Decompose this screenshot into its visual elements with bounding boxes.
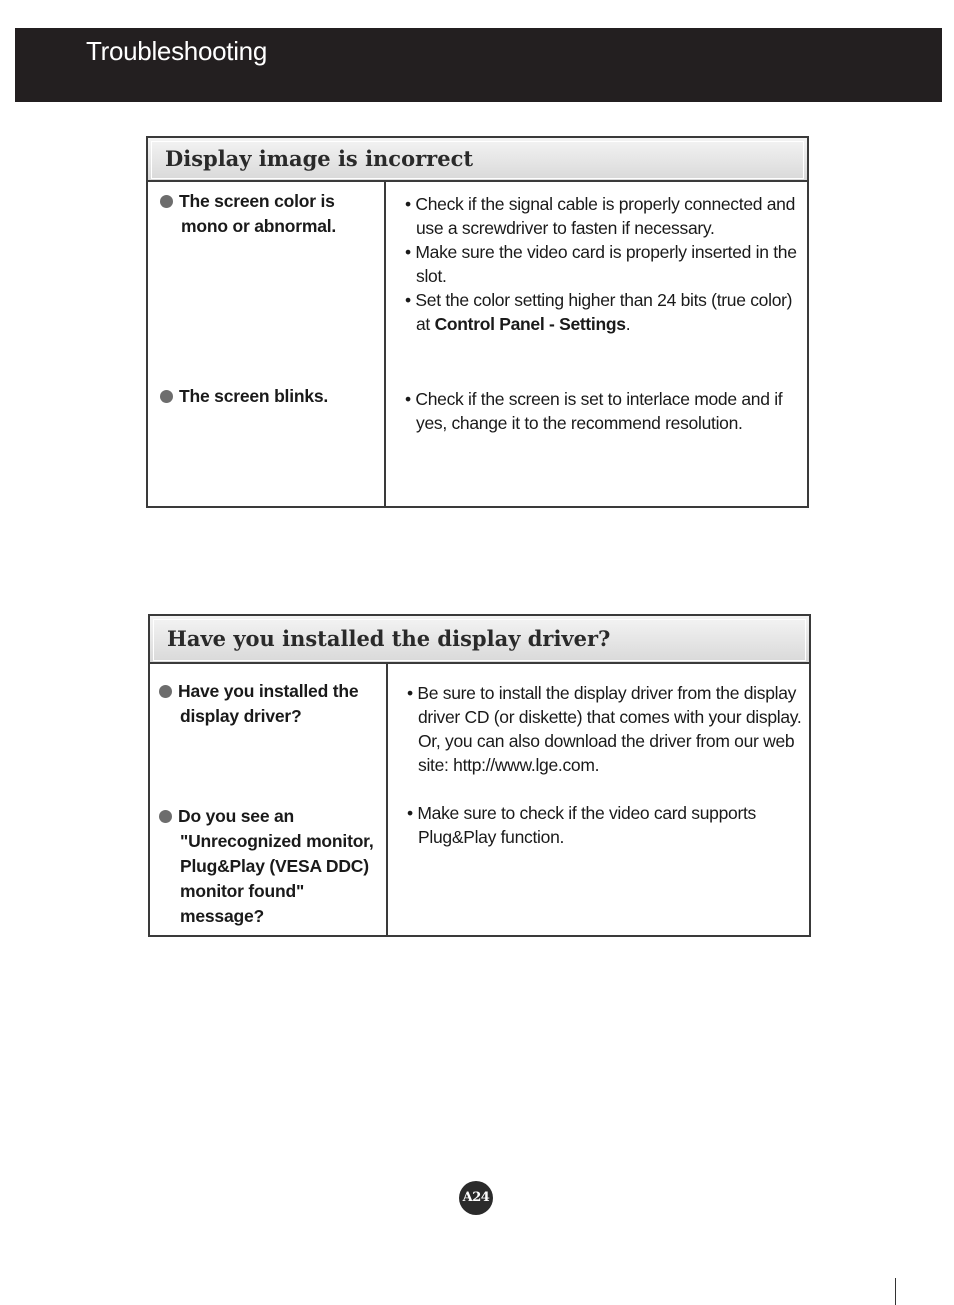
answer-line: • Check if the screen is set to interlace mode and if yes, change it to the recommend resolution. [405,389,783,433]
section-display-image [146,136,809,508]
question-line: mono or abnormal. [181,216,337,236]
answer-line: • Make sure to check if the video card supports Plug&Play function. [407,803,757,847]
question-line: display driver? [180,706,302,726]
bullet-icon [159,685,172,698]
section-title: Have you installed the display driver? [167,626,611,651]
answer-text: . [625,314,631,334]
section-header [150,616,809,664]
bullet-icon [160,390,173,403]
question-line: The screen color is [179,191,335,211]
question-line: The screen blinks. [179,386,329,406]
answer-screen-color [405,192,800,336]
question-line: message? [180,906,265,926]
page-title: Troubleshooting [86,36,267,66]
section-header [148,138,807,182]
section-display-driver [148,614,811,937]
question-screen-blinks [160,384,328,409]
page-number-badge: A24 [459,1181,493,1215]
question-line: Do you see an [178,806,295,826]
answer-screen-blinks [405,387,800,435]
bullet-icon [159,810,172,823]
answer-line: • Check if the signal cable is properly connected and use a screwdriver to fasten if necessary. [405,194,796,238]
question-line: "Unrecognized monitor, [180,831,374,851]
answer-unrecognized-monitor [407,801,802,849]
answer-driver-installed [407,681,802,777]
crop-mark [895,1278,896,1305]
section-title: Display image is incorrect [165,146,474,171]
column-divider [384,182,386,506]
answer-text: • Set the color setting higher than 24 bits (true color) at [405,290,793,334]
column-divider [386,664,388,935]
question-screen-color [160,189,336,239]
answer-bold-text: Control Panel - Settings [434,314,626,334]
question-unrecognized-monitor [159,804,374,929]
question-driver-installed [159,679,358,729]
answer-line: • Make sure the video card is properly inserted in the slot. [405,242,797,286]
question-line: monitor found" [180,881,305,901]
bullet-icon [160,195,173,208]
answer-line: • Be sure to install the display driver from the display driver CD (or diskette) that comes with your display. Or, you can also download the driver from our web site: http://www.lge.com. [407,683,802,775]
answer-line [405,288,800,336]
question-line: Plug&Play (VESA DDC) [180,856,369,876]
question-line: Have you installed the [178,681,359,701]
